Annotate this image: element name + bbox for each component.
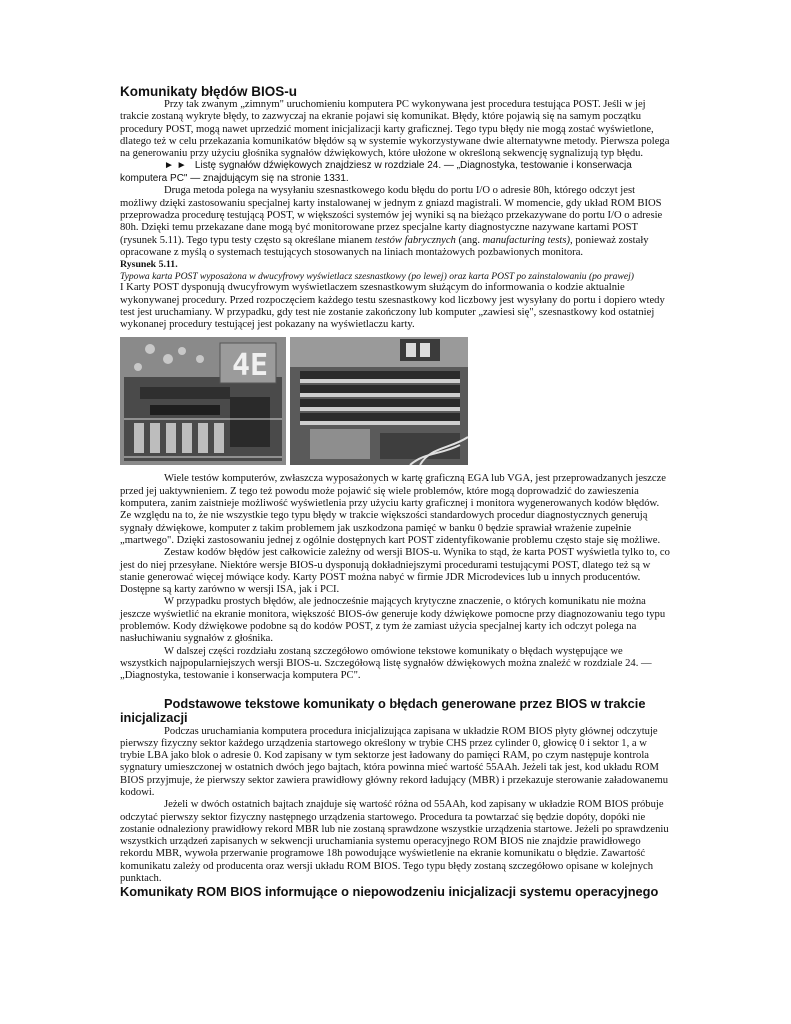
paragraph: I Karty POST dysponują dwucyfrowym wyświetlaczem szesnastkowym służącym do informowania o kodzie aktualnie wykonywanej procedury. Przed rozpoczęciem każdego testu szesnastkowy kod liczbowy jest wysyłany do portu i dopiero wtedy test jest uruchamiany. W przypadku, gdy test nie zostanie zakończony lub komputer „zawiesi się", szesnastkowy kod ostatniej wykonanej procedury testującej jest pokazany na wyświetlaczu karty. [120,282,665,331]
document-page [120,84,672,900]
emphasis-text: manufacturing tests), [482,234,573,246]
paragraph: Przy tak zwanym „zimnym" uruchomieniu komputera PC wykonywana jest procedura testująca POST. Jeśli w jej trakcie zostaną wykryte błędy, to zazwyczaj na ekranie pojawi się komunikat. Błędy, które pojawią się na samym początku procedury POST, mogą nawet uprzedzić moment inicjalizacji karty graficznej. Tego typu błędy nie mogą zostać wyświetlone, dlatego też w celu przekazania komunikatów błędów są w systemie wykorzystywane dwie alternatywne metody. Pierwsza polega na generowaniu przy użyciu głośnika sygnałów dźwiękowych, które ułożone w określoną sekwencję sygnalizują typ błędu. [120,99,670,160]
section-heading: Komunikaty błędów BIOS-u [120,84,298,99]
post-card-photo-right [290,337,468,465]
paragraph-text: ponieważ zostały opracowane z myślą o systemach testujących stosowanych na liniach montażowych pozbawionych monitora. [120,234,649,258]
post-card-photo-left [120,337,286,465]
subsection-heading-line: Podstawowe tekstowe komunikaty o błędach generowane przez BIOS w trakcie [164,695,646,711]
paragraph: Podczas uruchamiania komputera procedura inicjalizująca zapisana w układzie ROM BIOS płyty głównej odczytuje pierwszy fizyczny sektor każdego urządzenia startowego określony w trybie CHS przez cylinder 0, głowicę 0 i sektor 1, a w trybie LBA jako blok o adresie 0. Kod zapisany w tym sektorze jest ładowany do pamięci RAM, po czym następuje kontrola sygnatury umieszczonej w ostatnich dwóch jego bajtach, która powinna mieć wartość 55AAh. Jeżeli tak jest, kod układu ROM BIOS przyjmuje, że pierwszy sektor zawiera prawidłowy główny rekord ładujący (MBR) i przekazuje sterowanie załadowanemu kodowi. [120,725,669,798]
cross-reference-text: Listę sygnałów dźwiękowych znajdziesz w rozdziale 24. — „Diagnostyka, testowanie i konserwacja komputera PC" — znajdującym się na stronie 1331. [120,160,632,184]
paragraph: W dalszej części rozdziału zostaną szczegółowo omówione tekstowe komunikaty o błędach występujące we wszystkich najpopularniejszych wersji BIOS-u. Szczegółową listę sygnałów dźwiękowych można znaleźć w rozdziale 24. — „Diagnostyka, testowanie i konserwacja komputera PC". [120,645,652,682]
subsection-heading: Komunikaty ROM BIOS informujące o niepowodzeniu inicjalizacji systemu operacyjnego [120,884,659,900]
arrow-icon: ► ► [164,160,187,172]
figure-caption: Typowa karta POST wyposażona w dwucyfrowy wyświetlacz szesnastkowy (po lewej) oraz karta POST po zainstalowaniu (po prawej) [120,270,634,282]
emphasis-text: testów fabrycznych [374,234,456,246]
cross-reference-note [120,160,672,185]
post-card-image [120,337,286,465]
paragraph: W przypadku prostych błędów, ale jednocześnie mających krytyczne znaczenie, o których komunikatu nie można jeszcze wyświetlić na ekranie monitora, większość BIOS-ów generuje kody dźwiękowe pomocne przy diagnozowaniu tego typu problemów. Kody dźwiękowe podobne są do kodów POST, z tym że zamiast użycia specjalnej karty ich odczyt polega na nasłuchiwaniu sygnałów z głośnika. [120,596,666,645]
paragraph-text: (ang. [455,234,483,246]
paragraph [120,185,672,259]
paragraph: Jeżeli w dwóch ostatnich bajtach znajduje się wartość różna od 55AAh, kod zapisany w układzie ROM BIOS próbuje odczytać pierwszy sektor fizyczny następnego urządzenia startowego. Procedura ta powtarzać się będzie dopóty, dopóki nie zostanie odnaleziony prawidłowy rekord MBR lub nie zostaną sprawdzone wszystkie urządzenia startowe. Jeżeli po sprawdzeniu wszystkich urządzeń zapisanych w sekwencji uruchamiania systemu operacyjnego ROM BIOS nie znajdzie prawidłowego rekordu MBR, wywoła przerwanie programowe 18h powodujące wyświetlenie na ekranie komunikatu o błędzie. Zawartość komunikatu zależy od producenta oraz wersji układu ROM BIOS. Tego typu błędy zostaną szczegółowo opisane w kolejnych punktach. [120,799,669,885]
paragraph: Wiele testów komputerów, zwłaszcza wyposażonych w kartę graficzną EGA lub VGA, jest przeprowadzanych jeszcze przed jej uaktywnieniem. Z tego też powodu może pojawić się wiele problemów, które mogą doprowadzić do zawieszenia komputera, zanim zaistnieje możliwość wyświetlenia przy użyciu karty graficznej i monitora wygenerowanych kodów błędów. Ze względu na to, że nie wszystkie tego typu błędy w trakcie większości standardowych procedur diagnostycznych generują sygnały dźwiękowe, komputer z takim problemem jak uszkodzona pamięć w banku 0 będzie sprawiał wrażenie zupełnie „martwego". Dzięki zastosowaniu jednej z ogólnie dostępnych kart POST zidentyfikowanie problemu często staje się możliwe. [120,473,666,546]
figure-label: Rysunek 5.11. [120,259,178,271]
subsection-heading-line: inicjalizacji [120,710,188,725]
paragraph-text: Druga metoda polega na wysyłaniu szesnastkowego kodu błędu do portu I/O o adresie 80h, którego odczyt jest możliwy dzięki zastosowaniu specjalnej karty instalowanej w jednym z gniazd magistrali. W momencie, gdy układ ROM BIOS przeprowadza procedurę testującą POST, w większości systemów jej wyniki są na bieżąco przekazywane do portu I/O o adresie 80h. Dzięki temu przekazane dane mogą być monitorowane przez specjalne karty diagnostyczne nazywane kartami POST (rysunek 5.11). Tego typu testy często są określane mianem [120,185,663,246]
hex-display-digits: 4E [232,348,269,384]
paragraph: Zestaw kodów błędów jest całkowicie zależny od wersji BIOS-u. Wynika to stąd, że karta POST wyświetla tylko to, co jest do niej przesyłane. Niektóre wersje BIOS-u dysponują dokładniejszymi procedurami testującymi POST, dlatego też są w stanie generować więcej mówiące kody. Karty POST można nabyć w firmie JDR Microdevices lub u innych producentów. Dostępne są karty zarówno w wersji ISA, jak i PCI. [120,547,670,596]
installed-post-card-image [290,337,468,465]
subsection-heading [120,697,672,726]
figure-photos [120,337,672,465]
